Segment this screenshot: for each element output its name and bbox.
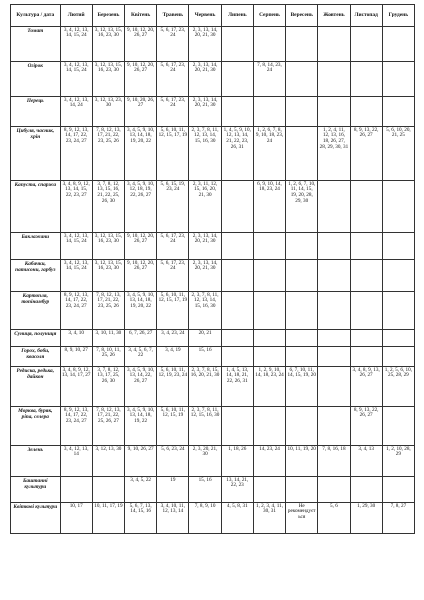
date-cell bbox=[286, 292, 318, 330]
table-row bbox=[11, 233, 415, 260]
date-cell bbox=[350, 233, 382, 260]
date-cell: 3, 4, 8, 9, 13, 26, 27 bbox=[350, 367, 382, 407]
date-cell bbox=[253, 27, 285, 62]
date-cell bbox=[318, 292, 350, 330]
table-row bbox=[11, 27, 415, 62]
crop-name: Зелень bbox=[11, 446, 61, 477]
date-cell: 3, 4, 12, 13, 14, 15, 24 bbox=[60, 27, 92, 62]
date-cell: 2, 3, 13, 14, 20, 21, 30 bbox=[189, 260, 221, 292]
date-cell bbox=[350, 181, 382, 233]
date-cell: 1, 2, 6, 7, 10, 11, 14, 15, 19, 20, 28, 29, 30 bbox=[286, 181, 318, 233]
date-cell: 3, 4, 12, 13, 14, 15, 24 bbox=[60, 260, 92, 292]
date-cell: 7, 8, 14, 23, 24 bbox=[253, 62, 285, 97]
date-cell bbox=[286, 233, 318, 260]
date-cell: 1, 2, 9, 10, 14, 18, 23, 24 bbox=[253, 367, 285, 407]
date-cell: 1, 29, 30 bbox=[350, 503, 382, 534]
date-cell: 3, 4, 5, 9, 10, 13, 14, 18, 19, 20, 22 bbox=[125, 292, 157, 330]
date-cell: 15, 16 bbox=[189, 477, 221, 503]
date-cell: 2, 3, 13, 14, 20, 21, 30 bbox=[189, 27, 221, 62]
date-cell: 3, 4, 12, 13, 14 bbox=[60, 446, 92, 477]
date-cell: 3, 4, 10 bbox=[60, 330, 92, 347]
date-cell: 5, 6, 17, 23, 24 bbox=[157, 27, 189, 62]
date-cell: 8, 9, 10, 27 bbox=[60, 347, 92, 367]
table-row bbox=[11, 477, 415, 503]
date-cell: 7, 8, 12, 13, 17, 21, 22, 23, 25, 26 bbox=[92, 127, 124, 181]
crop-name: Морква, буряк, ріпа, селера bbox=[11, 407, 61, 446]
date-cell bbox=[350, 97, 382, 127]
date-cell: 7, 8, 9, 10 bbox=[189, 503, 221, 534]
table-row bbox=[11, 407, 415, 446]
date-cell: 5, 6, 10, 11, 12, 19, 23, 24 bbox=[157, 367, 189, 407]
crop-name: Баклажани bbox=[11, 233, 61, 260]
date-cell bbox=[382, 97, 414, 127]
table-row bbox=[11, 367, 415, 407]
date-cell bbox=[382, 292, 414, 330]
date-cell bbox=[350, 347, 382, 367]
date-cell bbox=[286, 27, 318, 62]
date-cell: 7, 8, 16, 18 bbox=[318, 446, 350, 477]
date-cell: 3, 4, 10, 11, 12, 13, 14 bbox=[157, 503, 189, 534]
crop-name: Капуста, спаржа bbox=[11, 181, 61, 233]
date-cell: 1, 4, 5, 13, 14, 18, 21, 22, 26, 31 bbox=[221, 367, 253, 407]
date-cell: 4, 5, 8, 31 bbox=[221, 503, 253, 534]
date-cell bbox=[382, 181, 414, 233]
date-cell bbox=[286, 97, 318, 127]
date-cell bbox=[350, 292, 382, 330]
date-cell: 5, 6 bbox=[318, 503, 350, 534]
date-cell: 5, 6, 17, 23, 24 bbox=[157, 62, 189, 97]
date-cell: 2, 3, 20, 21, 30 bbox=[189, 446, 221, 477]
date-cell: 3, 4, 5, 9, 10, 12, 18, 19, 22, 26, 27 bbox=[125, 181, 157, 233]
date-cell: 3, 4, 12, 13, 14, 15, 24 bbox=[60, 233, 92, 260]
sowing-calendar-table bbox=[10, 4, 415, 534]
date-cell: 2, 3, 7, 8, 11, 12, 13, 14, 15, 16, 30 bbox=[189, 292, 221, 330]
date-cell: 8, 9, 13, 22, 26, 27 bbox=[350, 407, 382, 446]
date-cell bbox=[253, 233, 285, 260]
date-cell bbox=[318, 260, 350, 292]
date-cell: 3, 4, 5, 22 bbox=[125, 477, 157, 503]
date-cell: 5, 6, 7, 13, 14, 15, 16 bbox=[125, 503, 157, 534]
date-cell: 3, 4, 8, 9, 12, 13, 14, 15, 22, 23, 27 bbox=[60, 181, 92, 233]
date-cell: 9, 10, 12, 20, 26, 27 bbox=[125, 233, 157, 260]
date-cell bbox=[382, 477, 414, 503]
date-cell bbox=[221, 292, 253, 330]
date-cell bbox=[382, 347, 414, 367]
date-cell: 3, 12, 13, 15, 16, 23, 30 bbox=[92, 62, 124, 97]
date-cell: 9, 10, 12, 20, 26, 27 bbox=[125, 27, 157, 62]
header-month: Квітень bbox=[125, 5, 157, 27]
date-cell: 3, 4, 8, 9, 12, 13, 14, 17, 27 bbox=[60, 367, 92, 407]
date-cell bbox=[286, 260, 318, 292]
date-cell bbox=[382, 260, 414, 292]
date-cell bbox=[253, 477, 285, 503]
date-cell: 3, 4, 5, 6, 7, 22 bbox=[125, 347, 157, 367]
date-cell bbox=[286, 330, 318, 347]
date-cell: 3, 12, 13, 15, 16, 23, 30 bbox=[92, 27, 124, 62]
date-cell bbox=[221, 347, 253, 367]
date-cell bbox=[382, 330, 414, 347]
date-cell: 5, 6, 10, 11, 12, 15, 19 bbox=[157, 407, 189, 446]
date-cell bbox=[221, 330, 253, 347]
date-cell: 2, 3, 13, 14, 20, 21, 30 bbox=[189, 62, 221, 97]
date-cell bbox=[318, 27, 350, 62]
date-cell: 3, 7, 8, 12, 13, 17, 25, 26, 30 bbox=[92, 367, 124, 407]
table-row bbox=[11, 446, 415, 477]
sowing-calendar-sheet bbox=[10, 4, 415, 592]
table-row bbox=[11, 97, 415, 127]
date-cell: 8, 9, 12, 13, 14, 17, 22, 23, 24, 27 bbox=[60, 407, 92, 446]
date-cell: 9, 10, 20, 26, 27 bbox=[125, 97, 157, 127]
date-cell: 5, 6, 23, 24 bbox=[157, 446, 189, 477]
crop-name: Перець bbox=[11, 97, 61, 127]
date-cell: 9, 10, 12, 20, 26, 27 bbox=[125, 260, 157, 292]
crop-name: Цибуля, часник, хрін bbox=[11, 127, 61, 181]
date-cell: 3, 12, 13, 30 bbox=[92, 446, 124, 477]
crop-name: Редиска, редька, дайкон bbox=[11, 367, 61, 407]
date-cell bbox=[382, 27, 414, 62]
header-month: Жовтень bbox=[318, 5, 350, 27]
date-cell: 7, 8, 10, 11, 25, 26 bbox=[92, 347, 124, 367]
date-cell: 3, 4, 5, 9, 10, 13, 14, 22, 26, 27 bbox=[125, 367, 157, 407]
date-cell: 5, 6, 10, 20, 21, 25 bbox=[382, 127, 414, 181]
header-month: Листопад bbox=[350, 5, 382, 27]
date-cell: 7, 8, 27 bbox=[382, 503, 414, 534]
header-month: Липень bbox=[221, 5, 253, 27]
date-cell bbox=[286, 477, 318, 503]
date-cell: 1, 2, 10, 28, 29 bbox=[382, 446, 414, 477]
date-cell: 20, 21 bbox=[189, 330, 221, 347]
crop-name: Кабачки, патисони, гарбуз bbox=[11, 260, 61, 292]
header-month: Вересень bbox=[286, 5, 318, 27]
date-cell: 7, 8, 12, 13, 17, 21, 22, 23, 25, 26 bbox=[92, 292, 124, 330]
date-cell: 6, 7, 26, 27 bbox=[125, 330, 157, 347]
date-cell bbox=[92, 477, 124, 503]
date-cell bbox=[350, 27, 382, 62]
date-cell bbox=[286, 127, 318, 181]
date-cell: 6, 7, 10, 11, 14, 15, 19, 20 bbox=[286, 367, 318, 407]
date-cell bbox=[350, 62, 382, 97]
date-cell: 3, 10, 11, 30 bbox=[92, 330, 124, 347]
date-cell: 1, 4, 5, 9, 10, 12, 13, 14, 21, 22, 23, 26, 31 bbox=[221, 127, 253, 181]
table-row bbox=[11, 503, 415, 534]
date-cell bbox=[60, 477, 92, 503]
date-cell bbox=[221, 62, 253, 97]
date-cell bbox=[221, 181, 253, 233]
date-cell bbox=[350, 260, 382, 292]
date-cell: 3, 4, 5, 9, 10, 13, 14, 18, 19, 22 bbox=[125, 407, 157, 446]
header-month: Грудень bbox=[382, 5, 414, 27]
date-cell: 2, 3, 7, 8, 11, 12, 15, 16, 30 bbox=[189, 407, 221, 446]
date-cell bbox=[350, 477, 382, 503]
date-cell: 3, 12, 13, 15, 16, 23, 30 bbox=[92, 260, 124, 292]
crop-name: Баштанні культури bbox=[11, 477, 61, 503]
date-cell: 2, 3, 13, 14, 20, 21, 30 bbox=[189, 233, 221, 260]
header-row bbox=[11, 5, 415, 27]
table-row bbox=[11, 62, 415, 97]
crop-name: Огірок bbox=[11, 62, 61, 97]
date-cell: 13, 14, 21, 22, 23 bbox=[221, 477, 253, 503]
date-cell bbox=[382, 407, 414, 446]
date-cell bbox=[253, 97, 285, 127]
date-cell: 3, 4, 23, 24 bbox=[157, 330, 189, 347]
date-cell bbox=[286, 407, 318, 446]
date-cell bbox=[318, 233, 350, 260]
date-cell: 14, 23, 24 bbox=[253, 446, 285, 477]
date-cell: 9, 10, 12, 20, 26, 27 bbox=[125, 62, 157, 97]
date-cell bbox=[350, 330, 382, 347]
date-cell: 10, 11, 19, 20 bbox=[286, 446, 318, 477]
date-cell bbox=[253, 407, 285, 446]
date-cell: 8, 9, 12, 13, 14, 17, 22, 23, 24, 27 bbox=[60, 292, 92, 330]
date-cell bbox=[221, 407, 253, 446]
crop-name: Картопля, топінамбур bbox=[11, 292, 61, 330]
date-cell: 5, 6, 17, 23, 24 bbox=[157, 233, 189, 260]
date-cell: 2, 3, 11, 12, 15, 16, 20, 21, 30 bbox=[189, 181, 221, 233]
date-cell: Не рекомендується bbox=[286, 503, 318, 534]
table-row bbox=[11, 127, 415, 181]
table-row bbox=[11, 330, 415, 347]
date-cell bbox=[253, 330, 285, 347]
date-cell bbox=[253, 260, 285, 292]
header-month: Березень bbox=[92, 5, 124, 27]
crop-name: Суниця, полуниця bbox=[11, 330, 61, 347]
date-cell: 8, 9, 12, 13, 14, 17, 22, 23, 24, 27 bbox=[60, 127, 92, 181]
date-cell bbox=[221, 233, 253, 260]
date-cell: 8, 9, 13, 22, 26, 27 bbox=[350, 127, 382, 181]
date-cell: 6, 9, 10, 14, 18, 23, 24 bbox=[253, 181, 285, 233]
date-cell: 1, 2, 3, 4, 11, 30, 31 bbox=[253, 503, 285, 534]
date-cell: 1, 2, 6, 7, 8, 9, 10, 18, 23, 24 bbox=[253, 127, 285, 181]
date-cell: 7, 8, 12, 13, 17, 21, 22, 25, 26, 27 bbox=[92, 407, 124, 446]
date-cell: 2, 3, 13, 14, 20, 21, 30 bbox=[189, 97, 221, 127]
date-cell: 15, 16 bbox=[189, 347, 221, 367]
date-cell: 3, 4, 13 bbox=[350, 446, 382, 477]
date-cell bbox=[318, 97, 350, 127]
date-cell bbox=[318, 407, 350, 446]
date-cell: 19 bbox=[157, 477, 189, 503]
date-cell: 5, 6, 17, 23, 24 bbox=[157, 260, 189, 292]
date-cell bbox=[253, 347, 285, 367]
date-cell: 3, 12, 13, 15, 16, 23, 30 bbox=[92, 233, 124, 260]
crop-name: Квіткові культури bbox=[11, 503, 61, 534]
table-row bbox=[11, 292, 415, 330]
date-cell: 2, 3, 7, 8, 15, 16, 20, 21, 30 bbox=[189, 367, 221, 407]
date-cell bbox=[318, 330, 350, 347]
header-month: Серпень bbox=[253, 5, 285, 27]
date-cell: 3, 4, 12, 13, 14, 15, 24 bbox=[60, 62, 92, 97]
date-cell: 3, 7, 8, 12, 13, 15, 16, 21, 22, 25, 26, 30 bbox=[92, 181, 124, 233]
date-cell bbox=[253, 292, 285, 330]
date-cell: 5, 6, 17, 23, 24 bbox=[157, 97, 189, 127]
date-cell: 1, 18, 26 bbox=[221, 446, 253, 477]
table-row bbox=[11, 181, 415, 233]
date-cell: 10, 11, 17, 19 bbox=[92, 503, 124, 534]
date-cell bbox=[382, 62, 414, 97]
date-cell bbox=[318, 347, 350, 367]
date-cell: 5, 6, 15, 19, 23, 24 bbox=[157, 181, 189, 233]
date-cell bbox=[318, 181, 350, 233]
crop-name: Томат bbox=[11, 27, 61, 62]
date-cell bbox=[286, 62, 318, 97]
date-cell: 3, 4, 5, 9, 10, 13, 14, 18, 19, 20, 22 bbox=[125, 127, 157, 181]
date-cell bbox=[318, 62, 350, 97]
date-cell: 3, 12, 13, 23, 30 bbox=[92, 97, 124, 127]
date-cell bbox=[221, 27, 253, 62]
date-cell: 1, 2, 5, 6, 10, 25, 28, 29 bbox=[382, 367, 414, 407]
table-body bbox=[11, 27, 415, 534]
crop-name: Горох, боби, квасоля bbox=[11, 347, 61, 367]
date-cell: 1, 2, 4, 11, 12, 13, 16, 18, 26, 27, 28, 29, 30, 31 bbox=[318, 127, 350, 181]
header-month: Червень bbox=[189, 5, 221, 27]
header-month: Лютий bbox=[60, 5, 92, 27]
date-cell bbox=[318, 477, 350, 503]
date-cell: 3, 4, 12, 13, 14, 24 bbox=[60, 97, 92, 127]
date-cell: 5, 6, 10, 11, 12, 15, 17, 19 bbox=[157, 127, 189, 181]
date-cell bbox=[221, 97, 253, 127]
date-cell: 9, 10, 26, 27 bbox=[125, 446, 157, 477]
date-cell bbox=[286, 347, 318, 367]
date-cell: 5, 6, 10, 11, 12, 15, 17, 19 bbox=[157, 292, 189, 330]
header-crop: Культура / дата bbox=[11, 5, 61, 27]
date-cell: 3, 4, 19 bbox=[157, 347, 189, 367]
date-cell: 2, 3, 7, 8, 11, 12, 13, 14, 15, 16, 30 bbox=[189, 127, 221, 181]
table-row bbox=[11, 260, 415, 292]
date-cell bbox=[382, 233, 414, 260]
date-cell bbox=[221, 260, 253, 292]
date-cell: 10, 17 bbox=[60, 503, 92, 534]
date-cell bbox=[318, 367, 350, 407]
table-row bbox=[11, 347, 415, 367]
header-month: Травень bbox=[157, 5, 189, 27]
